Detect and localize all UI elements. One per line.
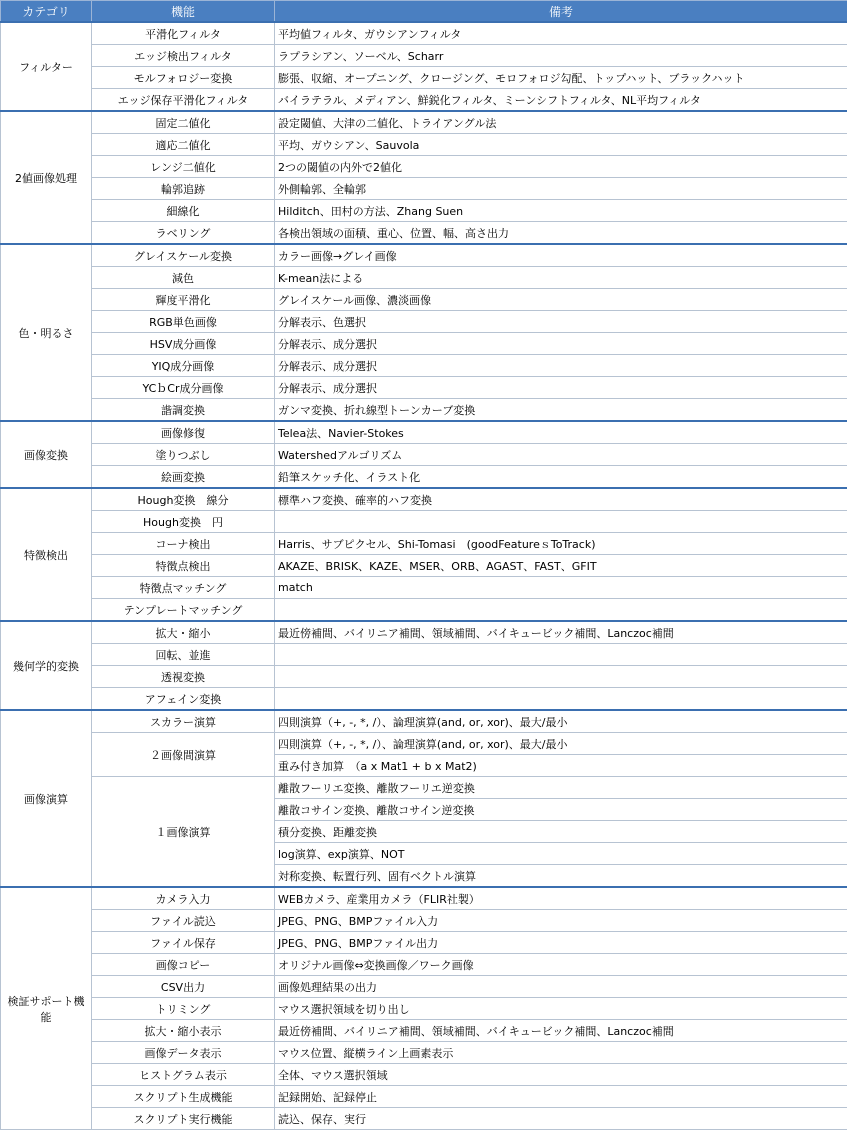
function-cell: エッジ検出フィルタ [92, 45, 275, 67]
note-cell: 分解表示、成分選択 [275, 377, 847, 399]
table-row [1, 466, 847, 489]
table-row [1, 444, 847, 466]
note-cell: バイラテラル、メディアン、鮮鋭化フィルタ、ミーンシフトフィルタ、NL平均フィルタ [275, 89, 847, 112]
category-cell: 幾何学的変換 [1, 621, 92, 710]
function-cell: RGB単色画像 [92, 311, 275, 333]
table-row [1, 688, 847, 711]
function-cell: YIQ成分画像 [92, 355, 275, 377]
note-cell: Telea法、Navier-Stokes [275, 421, 847, 444]
category-cell: 検証サポート機能 [1, 887, 92, 1130]
note-cell: 各検出領域の面積、重心、位置、幅、高さ出力 [275, 222, 847, 245]
function-cell: 拡大・縮小 [92, 621, 275, 644]
function-cell: スカラー演算 [92, 710, 275, 733]
function-cell: YCｂCr成分画像 [92, 377, 275, 399]
table-row [1, 377, 847, 399]
note-cell [275, 599, 847, 622]
function-cell: ヒストグラム表示 [92, 1064, 275, 1086]
table-row [1, 887, 847, 910]
function-cell: 細線化 [92, 200, 275, 222]
note-cell: 四則演算（+, -, *, /）、論理演算(and, or, xor)、最大/最小 [275, 710, 847, 733]
function-cell: 適応二値化 [92, 134, 275, 156]
table-row [1, 111, 847, 134]
note-cell: 読込、保存、実行 [275, 1108, 847, 1130]
note-cell: 設定閾値、大津の二値化、トライアングル法 [275, 111, 847, 134]
function-cell: 諧調変換 [92, 399, 275, 422]
note-cell: match [275, 577, 847, 599]
function-cell: 画像データ表示 [92, 1042, 275, 1064]
note-cell: 画像処理結果の出力 [275, 976, 847, 998]
note-cell: WEBカメラ、産業用カメラ（FLIR社製） [275, 887, 847, 910]
note-cell: 外側輪郭、全輪郭 [275, 178, 847, 200]
note-cell: Watershedアルゴリズム [275, 444, 847, 466]
note-cell: ガンマ変換、折れ線型トーンカーブ変換 [275, 399, 847, 422]
function-cell: １画像演算 [92, 777, 275, 888]
table-row [1, 488, 847, 511]
note-cell: カラー画像→グレイ画像 [275, 244, 847, 267]
table-row [1, 998, 847, 1020]
note-cell: 膨張、収縮、オープニング、クロージング、モロフォロジ勾配、トップハット、ブラックハット [275, 67, 847, 89]
function-cell: 透視変換 [92, 666, 275, 688]
function-cell: 塗りつぶし [92, 444, 275, 466]
note-cell: 最近傍補間、バイリニア補間、領域補間、バイキュービック補間、Lanczoc補間 [275, 621, 847, 644]
table-row [1, 178, 847, 200]
note-cell: AKAZE、BRISK、KAZE、MSER、ORB、AGAST、FAST、GFIT [275, 555, 847, 577]
note-cell: オリジナル画像⇔変換画像／ワーク画像 [275, 954, 847, 976]
function-cell: 回転、並進 [92, 644, 275, 666]
table-row [1, 599, 847, 622]
function-cell: 固定二値化 [92, 111, 275, 134]
table-row [1, 954, 847, 976]
function-cell: 輝度平滑化 [92, 289, 275, 311]
note-cell: 鉛筆スケッチ化、イラスト化 [275, 466, 847, 489]
table-row [1, 976, 847, 998]
note-cell: 記録開始、記録停止 [275, 1086, 847, 1108]
function-cell: 輪郭追跡 [92, 178, 275, 200]
function-cell: 平滑化フィルタ [92, 22, 275, 45]
table-row [1, 1020, 847, 1042]
function-cell: モルフォロジー変換 [92, 67, 275, 89]
note-cell: 標準ハフ変換、確率的ハフ変換 [275, 488, 847, 511]
table-header-row [1, 1, 847, 23]
table-row [1, 311, 847, 333]
table-row [1, 267, 847, 289]
note-cell [275, 511, 847, 533]
function-cell: ファイル読込 [92, 910, 275, 932]
note-cell: 分解表示、色選択 [275, 311, 847, 333]
table-row [1, 533, 847, 555]
table-row [1, 733, 847, 755]
table-row [1, 200, 847, 222]
table-row [1, 666, 847, 688]
function-cell: アフェイン変換 [92, 688, 275, 711]
function-cell: スクリプト実行機能 [92, 1108, 275, 1130]
header-category: カテゴリ [1, 1, 92, 23]
function-cell: 特徴点検出 [92, 555, 275, 577]
note-cell: 全体、マウス選択領域 [275, 1064, 847, 1086]
note-cell: Hilditch、田村の方法、Zhang Suen [275, 200, 847, 222]
category-cell: 画像演算 [1, 710, 92, 887]
note-cell: log演算、exp演算、NOT [275, 843, 847, 865]
category-cell: 特徴検出 [1, 488, 92, 621]
table-row [1, 511, 847, 533]
note-cell [275, 644, 847, 666]
function-cell: ２画像間演算 [92, 733, 275, 777]
table-row [1, 644, 847, 666]
table-row [1, 421, 847, 444]
table-row [1, 355, 847, 377]
function-cell: Hough変換 円 [92, 511, 275, 533]
header-function: 機能 [92, 1, 275, 23]
function-cell: HSV成分画像 [92, 333, 275, 355]
function-cell: CSV出力 [92, 976, 275, 998]
note-cell: 最近傍補間、バイリニア補間、領域補間、バイキュービック補間、Lanczoc補間 [275, 1020, 847, 1042]
table-row [1, 621, 847, 644]
function-cell: 特徴点マッチング [92, 577, 275, 599]
note-cell: 対称変換、転置行列、固有ベクトル演算 [275, 865, 847, 888]
function-cell: コーナ検出 [92, 533, 275, 555]
note-cell: グレイスケール画像、濃淡画像 [275, 289, 847, 311]
table-row [1, 1064, 847, 1086]
table-row [1, 244, 847, 267]
table-row [1, 555, 847, 577]
note-cell: 離散フーリエ変換、離散フーリエ逆変換 [275, 777, 847, 799]
table-row [1, 777, 847, 799]
function-cell: 画像修復 [92, 421, 275, 444]
category-cell: 色・明るさ [1, 244, 92, 421]
table-row [1, 1086, 847, 1108]
header-note: 備考 [275, 1, 847, 23]
table-row [1, 289, 847, 311]
note-cell [275, 666, 847, 688]
function-cell: グレイスケール変換 [92, 244, 275, 267]
table-row [1, 1042, 847, 1064]
note-cell [275, 688, 847, 711]
category-cell: 2値画像処理 [1, 111, 92, 244]
category-cell: 画像変換 [1, 421, 92, 488]
table-row [1, 1108, 847, 1130]
table-row [1, 399, 847, 422]
function-cell: ラベリング [92, 222, 275, 245]
table-row [1, 577, 847, 599]
note-cell: マウス選択領域を切り出し [275, 998, 847, 1020]
table-row [1, 67, 847, 89]
note-cell: 積分変換、距離変換 [275, 821, 847, 843]
function-cell: カメラ入力 [92, 887, 275, 910]
note-cell: 重み付き加算 （a x Mat1 + b x Mat2) [275, 755, 847, 777]
category-cell: フィルター [1, 22, 92, 111]
note-cell: JPEG、PNG、BMPファイル出力 [275, 932, 847, 954]
table-row [1, 134, 847, 156]
table-row [1, 932, 847, 954]
note-cell: JPEG、PNG、BMPファイル入力 [275, 910, 847, 932]
table-row [1, 156, 847, 178]
table-row [1, 89, 847, 112]
note-cell: K-mean法による [275, 267, 847, 289]
note-cell: 離散コサイン変換、離散コサイン逆変換 [275, 799, 847, 821]
function-cell: テンプレートマッチング [92, 599, 275, 622]
function-cell: 拡大・縮小表示 [92, 1020, 275, 1042]
function-cell: 画像コピー [92, 954, 275, 976]
note-cell: 分解表示、成分選択 [275, 355, 847, 377]
note-cell: 四則演算（+, -, *, /）、論理演算(and, or, xor)、最大/最小 [275, 733, 847, 755]
function-cell: 減色 [92, 267, 275, 289]
note-cell: 分解表示、成分選択 [275, 333, 847, 355]
note-cell: マウス位置、縦横ライン上画素表示 [275, 1042, 847, 1064]
function-cell: レンジ二値化 [92, 156, 275, 178]
note-cell: 平均値フィルタ、ガウシアンフィルタ [275, 22, 847, 45]
note-cell: Harris、サブピクセル、Shi-Tomasi (goodFeatureｓToTrack) [275, 533, 847, 555]
note-cell: 2つの閾値の内外で2値化 [275, 156, 847, 178]
function-cell: スクリプト生成機能 [92, 1086, 275, 1108]
note-cell: 平均、ガウシアン、Sauvola [275, 134, 847, 156]
function-cell: ファイル保存 [92, 932, 275, 954]
table-row [1, 45, 847, 67]
table-row [1, 910, 847, 932]
function-cell: エッジ保存平滑化フィルタ [92, 89, 275, 112]
note-cell: ラプラシアン、ソーベル、Scharr [275, 45, 847, 67]
function-cell: 絵画変換 [92, 466, 275, 489]
table-row [1, 710, 847, 733]
table-row [1, 222, 847, 245]
function-cell: Hough変換 線分 [92, 488, 275, 511]
table-row [1, 22, 847, 45]
table-row [1, 333, 847, 355]
function-cell: トリミング [92, 998, 275, 1020]
